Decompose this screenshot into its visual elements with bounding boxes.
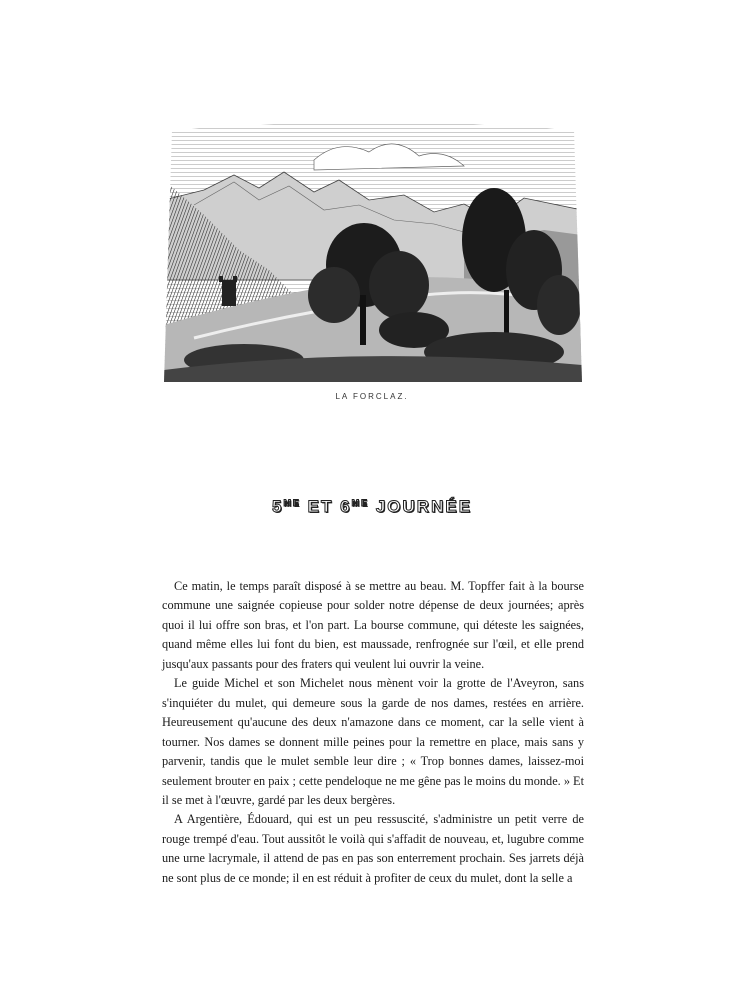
chapter-sup-1: ME	[283, 498, 301, 508]
paragraph: Ce matin, le temps paraît disposé à se mettre au beau. M. Topffer fait à la bourse commune une saignée copieuse pour solder notre dépense de deux journées; après quoi il lui offre son bras, et l'on part. La bourse commune, qui déteste les saignées, quand même elles lui font du bien, est maussade, renfrognée sur l'œil, et elle prend jusqu'aux passants pour des fraters qui veulent lui ouvrir la veine.	[162, 579, 584, 671]
chapter-num-2: 6	[340, 497, 352, 516]
paragraph: Le guide Michel et son Michelet nous mènent voir la grotte de l'Aveyron, sans s'inquiéter du mulet, qui demeure sous la garde de nos dames, restées en arrière. Heureusement qu'aucune des deux n'amazone dans ce moment, car la selle vient à tourner. Nos dames se donnent mille peines pour la remettre en place, mais sans y parvenir, tandis que le mulet semble leur dire ; « Trop bonnes dames, laissez-moi seulement brouter en paix ; cette pendeloque ne me gêne pas le moins du monde. » Et il se met à l'œuvre, gardé par les deux bergères.	[162, 676, 584, 807]
chapter-sup-2: ME	[351, 498, 370, 508]
mountain-landscape-engraving	[164, 120, 582, 382]
paragraph: A Argentière, Édouard, qui est un peu ressuscité, s'administre un petit verre de rouge trempé d'eau. Tout aussitôt le voilà qui s'affadit de nouveau, et, lugubre comme une urne lacrymale, il attend de pas en pas son enterrement prochain. Ses jarrets déjà ne sont plus de ce monde; il en est réduit à profiter de ceux du mulet, dont la selle a	[162, 812, 584, 885]
chapter-title	[0, 497, 744, 517]
chapter-journee: JOURNÉE	[375, 497, 473, 516]
chapter-et: ET	[307, 497, 334, 516]
body-text	[162, 577, 584, 888]
illustration-caption: LA FORCLAZ.	[335, 392, 409, 401]
chapter-num-1: 5	[271, 497, 284, 516]
